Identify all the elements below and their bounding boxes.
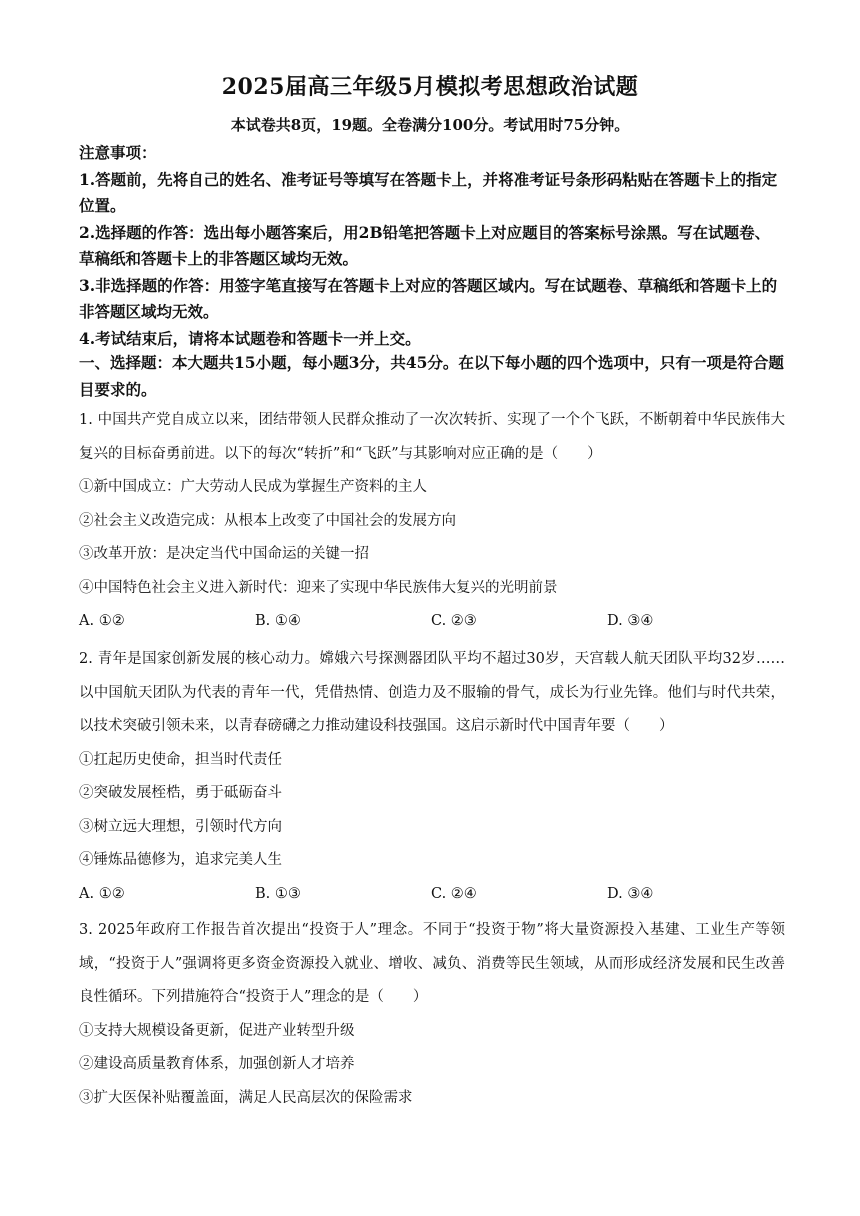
statement: ③树立远大理想，引领时代方向 xyxy=(79,818,282,835)
question-3 xyxy=(79,914,785,1115)
statement: ③扩大医保补贴覆盖面，满足人民高层次的保险需求 xyxy=(79,1089,413,1106)
notes-heading: 注意事项： xyxy=(79,143,157,162)
option-c[interactable]: C. ②③ xyxy=(431,613,477,629)
notes-section xyxy=(79,140,785,352)
statement: ①支持大规模设备更新，促进产业转型升级 xyxy=(79,1022,355,1039)
statement: ②建设高质量教育体系，加强创新人才培养 xyxy=(79,1056,355,1072)
answer-options xyxy=(79,878,785,912)
question-stem: 1. 中国共产党自成立以来，团结带领人民群众推动了一次次转折、实现了一个个飞跃，不断朝着中华民族伟大复兴的目标奋勇前进。以下的每次“转折”和“飞跃”与其影响对应正确的是（ ） xyxy=(79,412,785,462)
statement: ③改革开放：是决定当代中国命运的关键一招 xyxy=(79,546,369,562)
statement: ②突破发展桎梏，勇于砥砺奋斗 xyxy=(79,785,282,801)
note-item: 4.考试结束后，请将本试题卷和答题卡一并上交。 xyxy=(79,328,421,348)
page-title: 2025届高三年级5月模拟考思想政治试题 xyxy=(221,74,639,100)
section-heading: 一、选择题：本大题共15小题，每小题3分，共45分。在以下每小题的四个选项中，只有一项是符合题目要求的。 xyxy=(79,353,784,399)
option-d[interactable]: D. ③④ xyxy=(607,613,654,629)
option-a[interactable]: A. ①② xyxy=(79,885,125,902)
statement: ④锤炼品德修为，追求完美人生 xyxy=(79,852,282,868)
option-d[interactable]: D. ③④ xyxy=(607,885,654,902)
note-item: 3.非选择题的作答：用签字笔直接写在答题卡上对应的答题区域内。写在试题卷、草稿纸和答题卡上的非答题区域均无效。 xyxy=(79,275,778,321)
statement: ②社会主义改造完成：从根本上改变了中国社会的发展方向 xyxy=(79,512,456,529)
option-a[interactable]: A. ①② xyxy=(79,613,125,629)
question-1 xyxy=(79,404,785,639)
statement: ①新中国成立：广大劳动人民成为掌握生产资料的主人 xyxy=(79,479,427,495)
statement: ④中国特色社会主义进入新时代：迎来了实现中华民族伟大复兴的光明前景 xyxy=(79,579,558,596)
question-2 xyxy=(79,643,785,911)
question-stem: 3. 2025年政府工作报告首次提出“投资于人”理念。不同于“投资于物”将大量资源投入基建、工业生产等领域，“投资于人”强调将更多资金资源投入就业、增收、减负、消费等民生领域，从而形成经济发展和民生改善良性循环。下列措施符合“投资于人”理念的是（ ） xyxy=(79,922,785,1005)
option-c[interactable]: C. ②④ xyxy=(431,885,477,902)
exam-info: 本试卷共8页，19题。全卷满分100分。考试用时75分钟。 xyxy=(230,116,630,134)
question-stem: 2. 青年是国家创新发展的核心动力。嫦娥六号探测器团队平均不超过30岁，天宫载人航天团队平均32岁……以中国航天团队为代表的青年一代，凭借热情、创造力及不服输的骨气，成长为行业先锋。他们与时代共荣，以技术突破引领未来，以青春磅礴之力推动建设科技强国。这启示新时代中国青年要（ ） xyxy=(79,651,785,734)
option-b[interactable]: B. ①④ xyxy=(255,613,301,629)
option-b[interactable]: B. ①③ xyxy=(255,885,301,902)
note-item: 2.选择题的作答：选出每小题答案后，用2B铅笔把答题卡上对应题目的答案标号涂黑。写在试题卷、草稿纸和答题卡上的非答题区域均无效。 xyxy=(79,222,771,268)
answer-options xyxy=(79,605,785,639)
note-item: 1.答题前，先将自己的姓名、准考证号等填写在答题卡上，并将准考证号条形码粘贴在答题卡上的指定位置。 xyxy=(79,169,778,215)
statement: ①扛起历史使命，担当时代责任 xyxy=(79,751,282,768)
